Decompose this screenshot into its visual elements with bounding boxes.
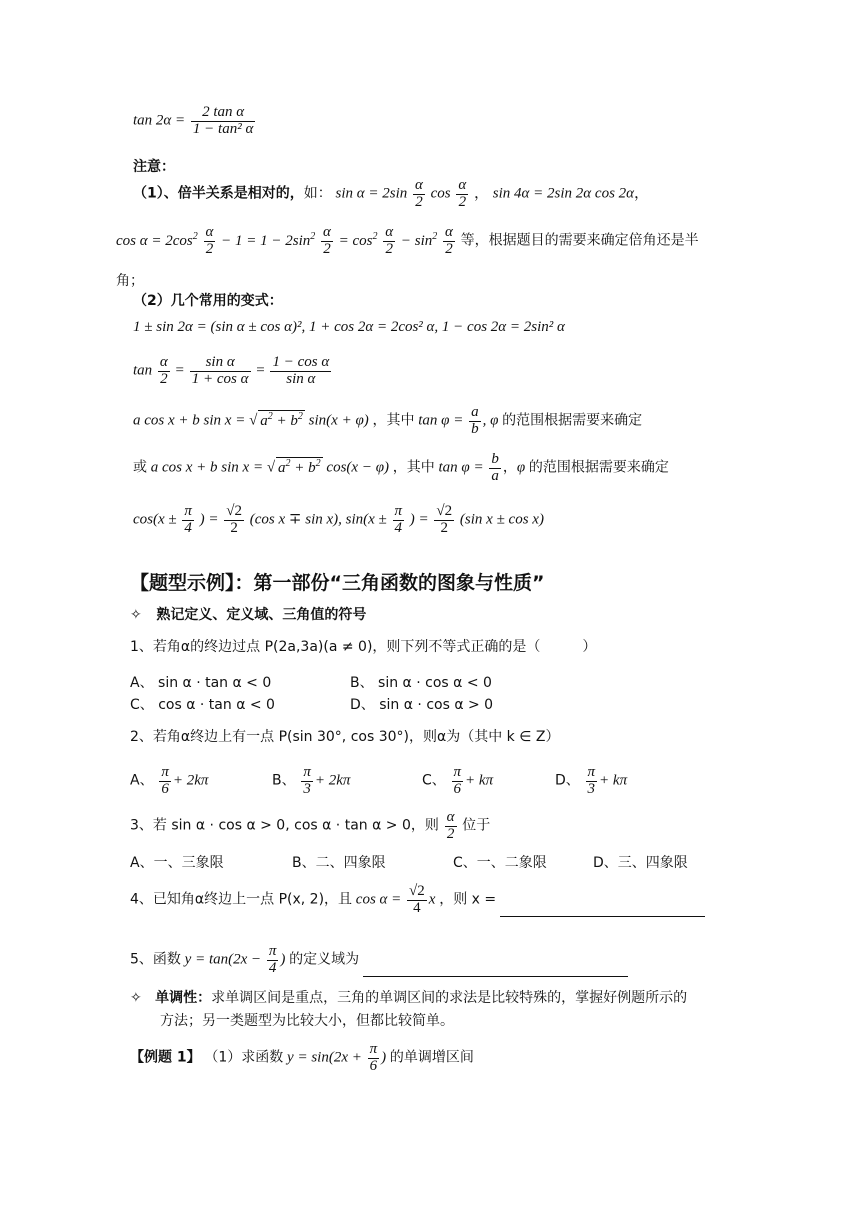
fraction-denominator: 1 − tan² α: [192, 120, 254, 137]
formula-lhs: tan 2α =: [133, 112, 186, 129]
monotonic-label: 单调性：: [155, 990, 212, 1006]
q4-answer-blank[interactable]: [500, 898, 705, 917]
q2-option-d: D、 $\frac{\pi}{3}$ + kπ: [555, 764, 628, 797]
question-2: 2、若角α终边上有一点 P(sin 30°, cos 30°)，则α为（其中 k ∈ Z）: [130, 729, 560, 745]
notice-item1-prefix: （1）、倍半关系是相对的，: [133, 185, 304, 202]
example-label: 【例题 1】: [130, 1049, 201, 1066]
q1-option-a: A、 sin α · tan α < 0: [130, 675, 272, 691]
q3-option-b: B、二、四象限: [292, 855, 386, 871]
aux2-suffix: 的范围根据需要来确定: [528, 459, 669, 476]
q1-option-c: C、 cos α · tan α < 0: [130, 697, 275, 713]
aux2-prefix: 或: [133, 459, 147, 476]
fraction-numerator: 2 tan α: [191, 105, 255, 122]
q5-prefix: 5、函数: [130, 951, 181, 968]
question-5: 5、函数 y = tan(2x − $\frac{\pi}{4}$ ) 的定义域为: [130, 944, 628, 977]
q2-option-c: C、 $\frac{\pi}{6}$ + kπ: [422, 764, 494, 797]
q4-prefix: 4、已知角α终边上一点 P(x, 2)，且: [130, 891, 353, 908]
monotonic-text2: 方法；另一类题型为比较大小，但都比较简单。: [160, 1013, 454, 1029]
monotonic-text1: 求单调区间是重点，三角的单调区间的求法是比较特殊的，掌握好例题所示的: [211, 990, 688, 1006]
tan-half-num2: 1 − cos α: [272, 354, 330, 370]
q2-option-a: A、 $\frac{\pi}{6}$ + 2kπ: [130, 764, 209, 797]
sin4a-identity: sin 4α = 2sin 2α cos 2α: [492, 185, 635, 202]
half-angle-frac: $\frac{\alpha}{2}$: [415, 177, 423, 210]
sin-half-identity: sin α = 2sin: [335, 185, 408, 202]
formula-fraction: [191, 105, 255, 138]
q1-option-d: D、 sin α · cos α > 0: [350, 697, 494, 713]
cos-pi4-formula: cos(x ± $\frac{\pi}{4}$ ) = $\frac{√2}{2}$ (cos x ∓ sin x), sin(x ± $\frac{\pi}{4}$ ) = $\frac{√2}{2}$ (sin x ± cos x): [133, 503, 544, 536]
section-heading: 【题型示例】：第一部份“三角函数的图象与性质”: [130, 572, 545, 594]
q1-option-b: B、 sin α · cos α < 0: [350, 675, 492, 691]
q5-suffix: 的定义域为: [289, 951, 360, 968]
tan-half-den2: sin α: [286, 370, 316, 387]
notice-title: 注意：: [133, 159, 175, 175]
q3-option-d: D、三、四象限: [593, 855, 688, 871]
aux-angle-formula-2: 或 a cos x + b sin x = √ $a^2 + b^2$ cos(x − φ) ，其中 tan φ = $\frac{b}{a}$ ，φ 的范围根据需要来确定: [133, 451, 669, 484]
diamond-bullet-icon: ✧: [130, 607, 142, 623]
question-1: 1、若角α的终边过点 P(2a,3a)(a ≠ 0)，则下列不等式正确的是（ ）: [130, 639, 597, 655]
aux1-text: ，其中: [372, 412, 415, 429]
notice-item1-cont: 等，根据题目的需要来确定倍角还是半: [460, 232, 699, 249]
example-1: 【例题 1】 （1）求函数 y = sin(2x + $\frac{\pi}{6}$ ) 的单调增区间: [130, 1041, 474, 1074]
q3-option-c: C、一、二象限: [453, 855, 547, 871]
aux1-suffix: 的范围根据需要来确定: [502, 412, 643, 429]
tan-half-num1: sin α: [190, 355, 251, 372]
variant-line1: 1 ± sin 2α = (sin α ± cos α)², 1 + cos 2α = 2cos² α, 1 − cos 2α = 2sin² α: [133, 319, 565, 335]
question-3: 3、若 sin α · cos α > 0, cos α · tan α > 0，则 $\frac{\alpha}{2}$ 位于: [130, 809, 491, 842]
q4-suffix: ，则 x =: [439, 891, 497, 908]
tan-double-angle-formula: [133, 105, 257, 138]
notice-item1-end: 角；: [116, 273, 144, 289]
notice-item2-title: （2）几个常用的变式：: [133, 293, 283, 309]
tan-half-formula: tan $\frac{\alpha}{2}$ = $\frac{\text{sin α}}{\text{1 + cos α}}$ = $\frac{\text{1 − cos α}}{\text{sin α}}$: [133, 354, 330, 387]
notice-item1-example: 如：: [303, 185, 332, 202]
aux-angle-formula-1: a cos x + b sin x = √ $a^2 + b^2$ sin(x + φ) ，其中 tan φ = $\frac{a}{b}$ , φ 的范围根据需要来确定: [133, 404, 643, 437]
aux2-text: ，其中: [392, 459, 435, 476]
example-text: （1）求函数: [204, 1049, 284, 1066]
cos-identity-line: $\cos \alpha = 2\cos^2$ $\frac{\alpha}{2}$ − $1 = 1 - 2\sin^2$ $\frac{\alpha}{2}$ = $\cos^2$ $\frac{\alpha}{2}$ − $\sin^2$ $\frac{\alpha}{2}$ 等，根据题目的需要来确定倍角还是半: [116, 224, 699, 257]
example-suffix: 的单调增区间: [389, 1049, 474, 1066]
bullet-definitions: [130, 604, 366, 624]
bullet-monotonic: [130, 987, 687, 1007]
q3-option-a: A、一、三象限: [130, 855, 224, 871]
q2-option-b: B、 $\frac{\pi}{3}$ + 2kπ: [272, 764, 351, 797]
diamond-bullet-icon: ✧: [130, 990, 142, 1006]
q3-suffix: 位于: [462, 817, 491, 834]
question-4: 4、已知角α终边上一点 P(x, 2)，且 cos α = $\frac{√2}{4}$ x ，则 x =: [130, 884, 705, 917]
bullet1-text: 熟记定义、定义域、三角值的符号: [156, 607, 367, 623]
tan-half-den1: 1 + cos α: [191, 370, 249, 387]
q5-answer-blank[interactable]: [363, 958, 628, 977]
notice-item1-line: （1）、倍半关系是相对的，如： sin α = 2sin $\frac{\alpha}{2}$ cos $\frac{\alpha}{2}$ ， sin 4α = 2sin 2α cos 2α，: [133, 177, 650, 210]
q3-prefix: 3、若 sin α · cos α > 0, cos α · tan α > 0，则: [130, 817, 439, 834]
